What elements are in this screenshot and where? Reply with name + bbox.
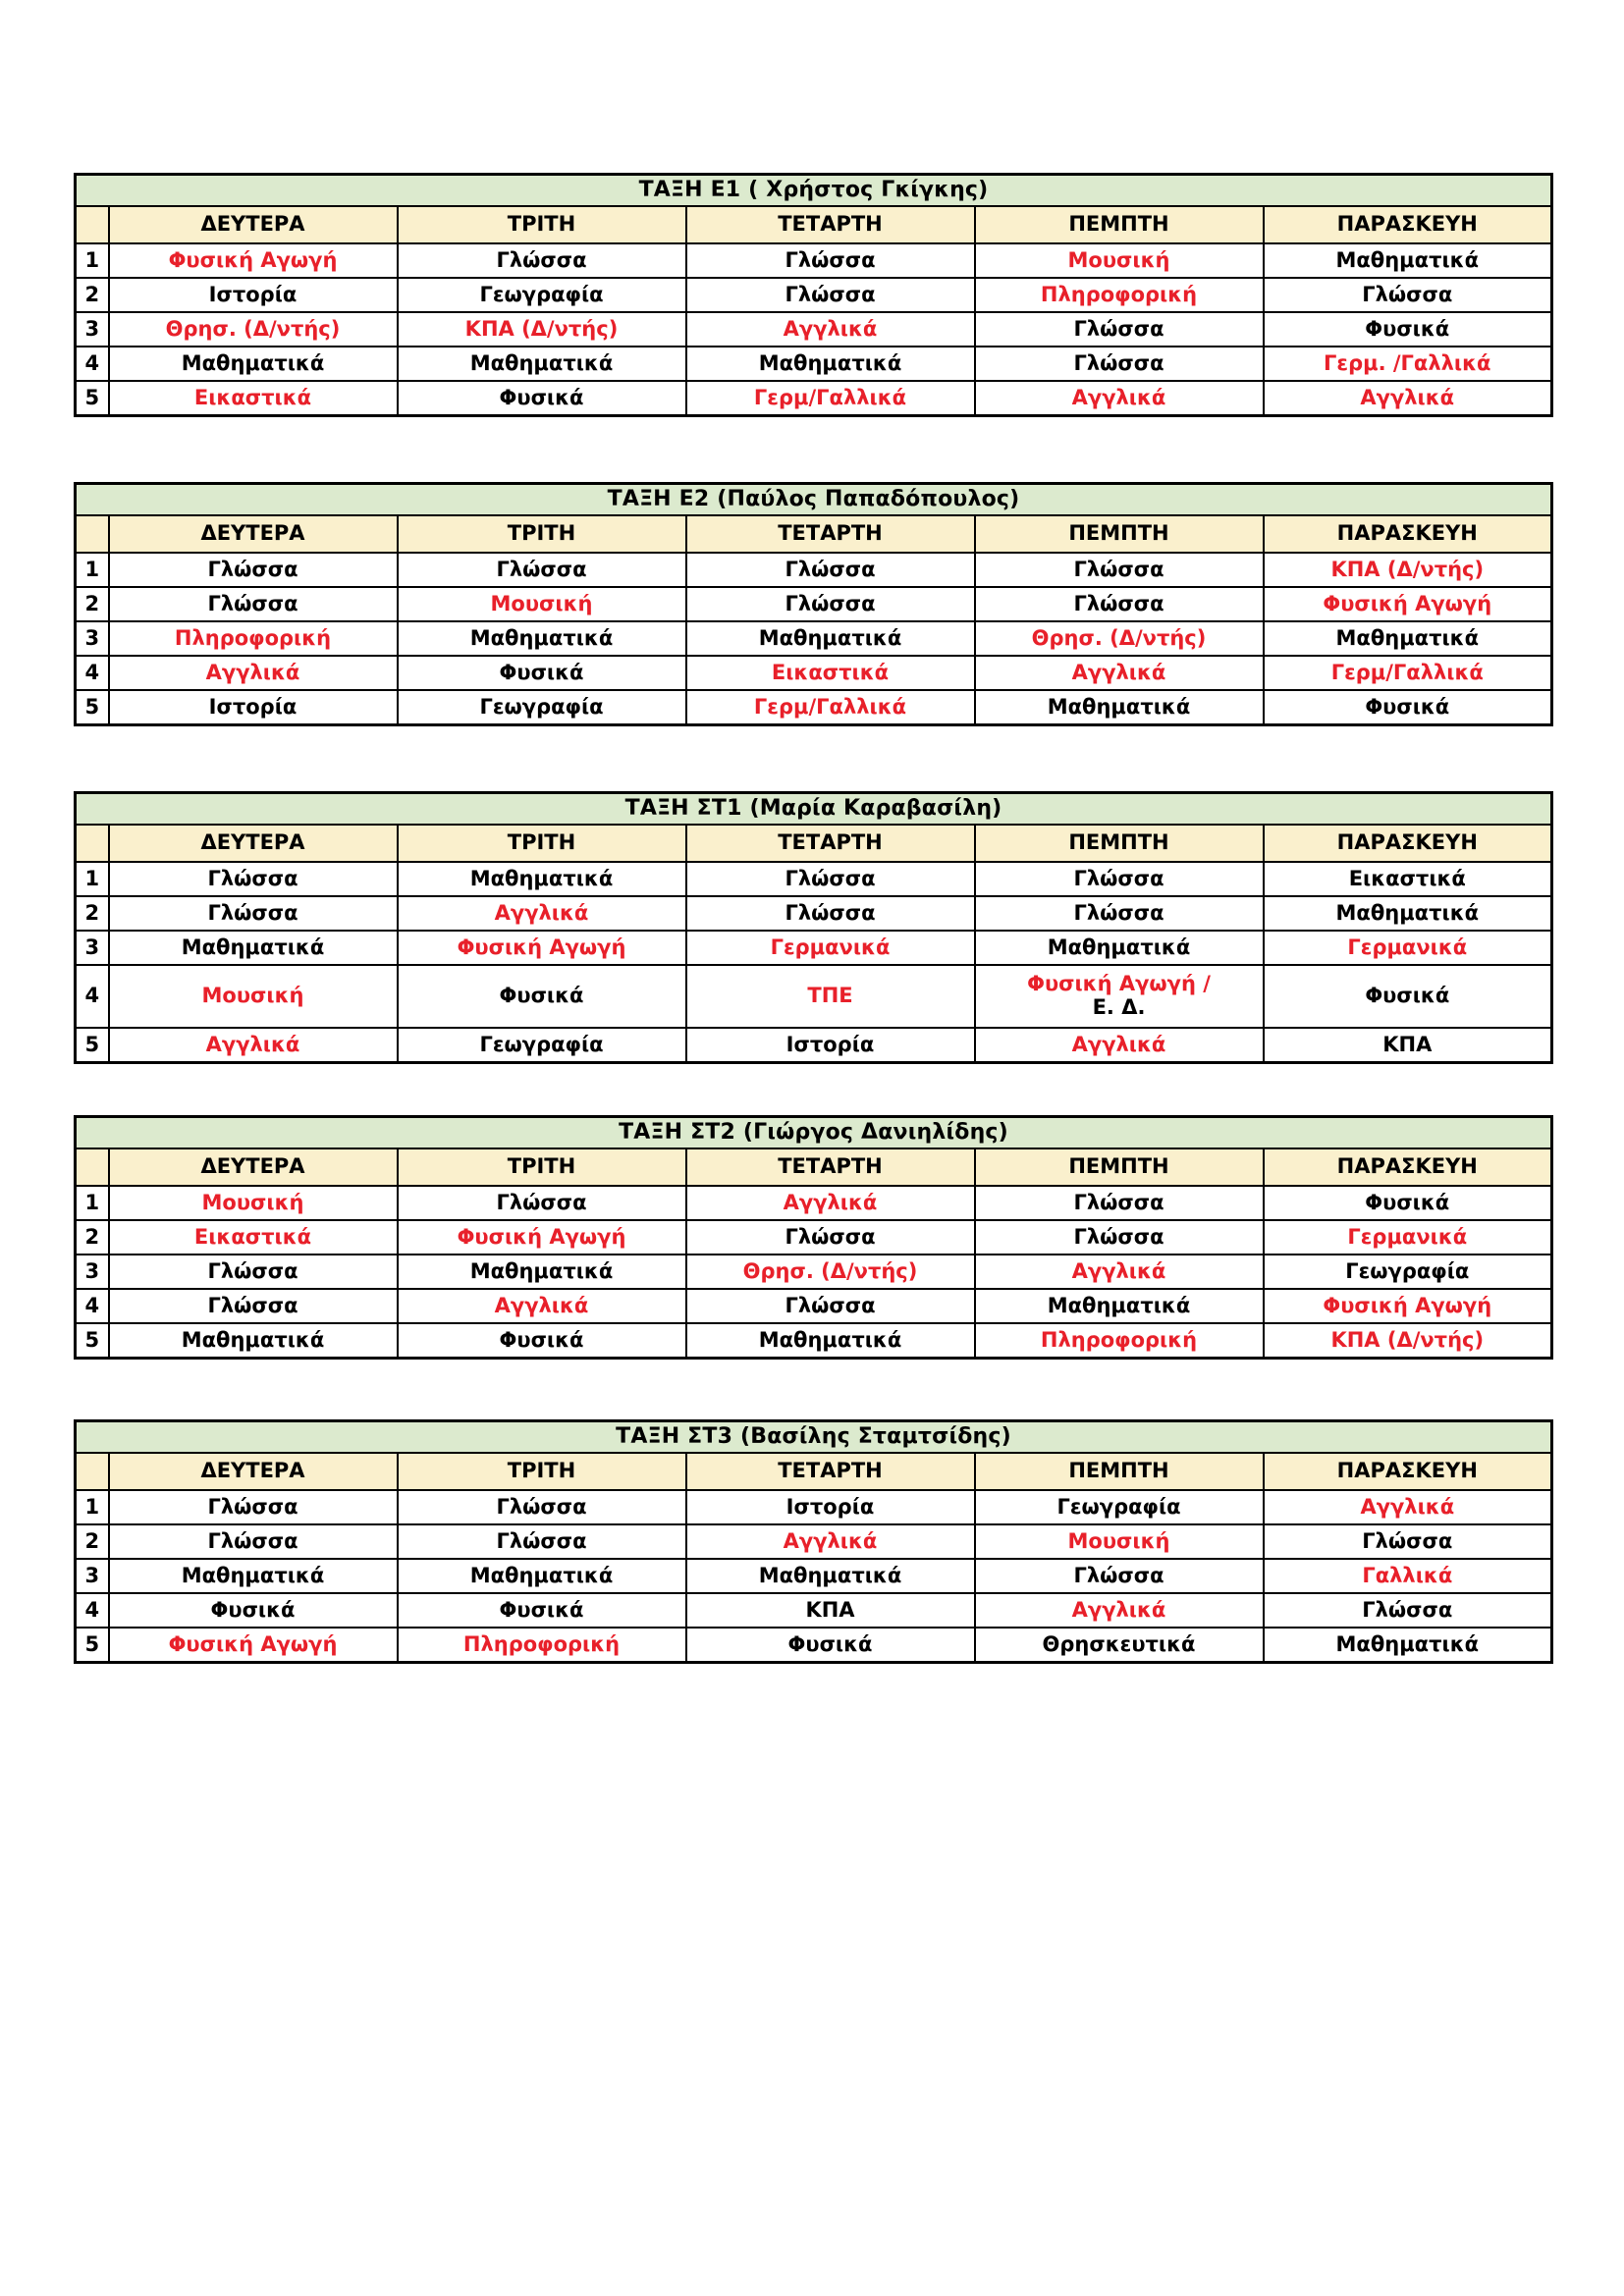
- lesson-cell: Γλώσσα: [1264, 1593, 1552, 1628]
- lesson-cell: Γλώσσα: [109, 896, 398, 931]
- timetable-e2: [74, 482, 1553, 726]
- timetable-row: [76, 1186, 1552, 1220]
- lesson-cell: Θρησ. (Δ/ντής): [975, 621, 1264, 656]
- lesson-cell: Αγγλικά: [686, 1524, 975, 1559]
- timetable-row: [76, 1220, 1552, 1255]
- lesson-cell: Γλώσσα: [686, 278, 975, 312]
- lesson-cell: Θρησ. (Δ/ντής): [109, 312, 398, 347]
- timetable-e1: [74, 173, 1553, 417]
- lesson-cell: Θρησκευτικά: [975, 1628, 1264, 1663]
- lesson-cell: Αγγλικά: [686, 1186, 975, 1220]
- lesson-cell: Γερμανικά: [1264, 1220, 1552, 1255]
- lesson-cell: Γερμ. /Γαλλικά: [1264, 347, 1552, 381]
- lesson-cell: Φυσικά: [398, 965, 686, 1028]
- period-column-header: [76, 825, 109, 862]
- timetable-row: [76, 1593, 1552, 1628]
- day-header-3: ΤΕΤΑΡΤΗ: [686, 515, 975, 553]
- lesson-text-line1: Φυσική Αγωγή /: [1027, 972, 1211, 996]
- lesson-cell: Μαθηματικά: [109, 931, 398, 965]
- period-column-header: [76, 1148, 109, 1186]
- lesson-cell: Αγγλικά: [975, 1255, 1264, 1289]
- day-header-2: ΤΡΙΤΗ: [398, 1148, 686, 1186]
- day-header-row: [76, 825, 1552, 862]
- day-header-1: ΔΕΥΤΕΡΑ: [109, 515, 398, 553]
- period-number: 2: [76, 1524, 109, 1559]
- timetable-row: [76, 1559, 1552, 1593]
- timetable-title: ΤΑΞΗ ΣΤ1 (Μαρία Καραβασίλη): [76, 793, 1552, 826]
- lesson-cell: Μαθηματικά: [686, 1323, 975, 1359]
- day-header-4: ΠΕΜΠΤΗ: [975, 1148, 1264, 1186]
- timetable-row: [76, 553, 1552, 587]
- lesson-cell: Γεωγραφία: [398, 278, 686, 312]
- lesson-cell: Φυσικά: [1264, 965, 1552, 1028]
- lesson-cell: Μαθηματικά: [686, 621, 975, 656]
- lesson-cell: Φυσική Αγωγή: [109, 1628, 398, 1663]
- lesson-cell: Μαθηματικά: [398, 347, 686, 381]
- timetable-title-row: [76, 484, 1552, 516]
- lesson-cell: ΚΠΑ: [686, 1593, 975, 1628]
- period-number: 4: [76, 1593, 109, 1628]
- lesson-cell: Γλώσσα: [686, 1289, 975, 1323]
- lesson-cell: Φυσική Αγωγή: [398, 1220, 686, 1255]
- lesson-cell: Γλώσσα: [975, 1186, 1264, 1220]
- lesson-cell: Γλώσσα: [398, 1490, 686, 1524]
- day-header-row: [76, 515, 1552, 553]
- day-header-2: ΤΡΙΤΗ: [398, 515, 686, 553]
- lesson-cell: Αγγλικά: [975, 1593, 1264, 1628]
- lesson-cell: Γεωγραφία: [1264, 1255, 1552, 1289]
- lesson-cell: Φυσικά: [1264, 690, 1552, 725]
- lesson-cell: Γλώσσα: [109, 587, 398, 621]
- lesson-cell: Μαθηματικά: [109, 1559, 398, 1593]
- lesson-cell: Πληροφορική: [109, 621, 398, 656]
- day-header-1: ΔΕΥΤΕΡΑ: [109, 1148, 398, 1186]
- lesson-cell: Αγγλικά: [109, 1028, 398, 1063]
- lesson-cell: Αγγλικά: [398, 1289, 686, 1323]
- period-number: 1: [76, 243, 109, 278]
- lesson-cell: ΚΠΑ (Δ/ντής): [398, 312, 686, 347]
- lesson-cell: Αγγλικά: [975, 656, 1264, 690]
- lesson-cell: ΤΠΕ: [686, 965, 975, 1028]
- lesson-cell: Γεωγραφία: [398, 1028, 686, 1063]
- day-header-2: ΤΡΙΤΗ: [398, 1453, 686, 1490]
- timetable-row: [76, 278, 1552, 312]
- timetable-st1: [74, 791, 1553, 1064]
- day-header-row: [76, 1148, 1552, 1186]
- lesson-cell: Μαθηματικά: [975, 690, 1264, 725]
- timetable-row: [76, 656, 1552, 690]
- lesson-cell: Γλώσσα: [975, 553, 1264, 587]
- lesson-cell: Φυσική Αγωγή: [1264, 1289, 1552, 1323]
- period-number: 4: [76, 965, 109, 1028]
- lesson-cell: Γεωγραφία: [398, 690, 686, 725]
- day-header-4: ΠΕΜΠΤΗ: [975, 825, 1264, 862]
- lesson-cell: Φυσική Αγωγή: [1264, 587, 1552, 621]
- day-header-2: ΤΡΙΤΗ: [398, 206, 686, 243]
- lesson-cell: Ιστορία: [686, 1028, 975, 1063]
- period-number: 1: [76, 553, 109, 587]
- timetable-row: [76, 1323, 1552, 1359]
- day-header-2: ΤΡΙΤΗ: [398, 825, 686, 862]
- lesson-cell: Μαθηματικά: [398, 1255, 686, 1289]
- period-number: 3: [76, 312, 109, 347]
- lesson-cell: Γλώσσα: [398, 1186, 686, 1220]
- lesson-cell: Γλώσσα: [686, 862, 975, 896]
- timetable-title: ΤΑΞΗ ΣΤ3 (Βασίλης Σταμτσίδης): [76, 1421, 1552, 1454]
- lesson-cell: Γλώσσα: [975, 347, 1264, 381]
- period-number: 2: [76, 587, 109, 621]
- lesson-cell: Εικαστικά: [109, 381, 398, 416]
- lesson-cell: Εικαστικά: [109, 1220, 398, 1255]
- period-number: 5: [76, 1028, 109, 1063]
- period-number: 4: [76, 656, 109, 690]
- timetable-title-row: [76, 793, 1552, 826]
- day-header-3: ΤΕΤΑΡΤΗ: [686, 206, 975, 243]
- timetable-row: [76, 243, 1552, 278]
- period-column-header: [76, 515, 109, 553]
- period-number: 1: [76, 862, 109, 896]
- lesson-cell: Μαθηματικά: [109, 1323, 398, 1359]
- lesson-cell: Γερμανικά: [686, 931, 975, 965]
- period-column-header: [76, 206, 109, 243]
- period-number: 3: [76, 1255, 109, 1289]
- period-number: 3: [76, 931, 109, 965]
- lesson-cell: Φυσική Αγωγή: [109, 243, 398, 278]
- lesson-cell: Αγγλικά: [1264, 1490, 1552, 1524]
- lesson-cell: ΚΠΑ (Δ/ντής): [1264, 1323, 1552, 1359]
- lesson-cell: Γλώσσα: [109, 553, 398, 587]
- lesson-cell: Γλώσσα: [686, 587, 975, 621]
- lesson-cell: Εικαστικά: [1264, 862, 1552, 896]
- period-number: 5: [76, 381, 109, 416]
- lesson-cell: Γλώσσα: [109, 862, 398, 896]
- lesson-cell: Φυσικά: [686, 1628, 975, 1663]
- lesson-cell: Φυσικά: [398, 1323, 686, 1359]
- lesson-cell: Θρησ. (Δ/ντής): [686, 1255, 975, 1289]
- timetable-row: [76, 312, 1552, 347]
- lesson-cell: Γλώσσα: [109, 1524, 398, 1559]
- lesson-cell: Φυσικά: [109, 1593, 398, 1628]
- timetable-row: [76, 1028, 1552, 1063]
- timetable-title-row: [76, 175, 1552, 207]
- day-header-5: ΠΑΡΑΣΚΕΥΗ: [1264, 825, 1552, 862]
- lesson-cell: Πληροφορική: [975, 1323, 1264, 1359]
- period-number: 2: [76, 1220, 109, 1255]
- lesson-cell: Μαθηματικά: [975, 931, 1264, 965]
- day-header-row: [76, 1453, 1552, 1490]
- lesson-cell: Γλώσσα: [109, 1289, 398, 1323]
- timetable-row: [76, 1289, 1552, 1323]
- lesson-cell: Ιστορία: [686, 1490, 975, 1524]
- lesson-cell: Γλώσσα: [975, 1559, 1264, 1593]
- lesson-cell: Ιστορία: [109, 690, 398, 725]
- lesson-cell: Αγγλικά: [109, 656, 398, 690]
- day-header-3: ΤΕΤΑΡΤΗ: [686, 825, 975, 862]
- lesson-cell: Γλώσσα: [398, 243, 686, 278]
- lesson-cell: [975, 965, 1264, 1028]
- period-number: 2: [76, 278, 109, 312]
- lesson-cell: Μαθηματικά: [686, 347, 975, 381]
- timetable-title-row: [76, 1117, 1552, 1149]
- lesson-cell: Μαθηματικά: [398, 862, 686, 896]
- timetable-row: [76, 1490, 1552, 1524]
- lesson-cell: Μαθηματικά: [1264, 1628, 1552, 1663]
- lesson-cell: Αγγλικά: [398, 896, 686, 931]
- lesson-cell: Μαθηματικά: [975, 1289, 1264, 1323]
- period-number: 2: [76, 896, 109, 931]
- day-header-3: ΤΕΤΑΡΤΗ: [686, 1148, 975, 1186]
- lesson-cell: Μαθηματικά: [1264, 896, 1552, 931]
- lesson-cell: Γλώσσα: [1264, 278, 1552, 312]
- lesson-cell: Γερμ/Γαλλικά: [1264, 656, 1552, 690]
- lesson-cell: Γλώσσα: [398, 553, 686, 587]
- period-number: 5: [76, 690, 109, 725]
- lesson-cell: Πληροφορική: [975, 278, 1264, 312]
- timetable-row: [76, 862, 1552, 896]
- lesson-cell: Αγγλικά: [975, 1028, 1264, 1063]
- timetable-row: [76, 965, 1552, 1028]
- lesson-cell: Μαθηματικά: [398, 621, 686, 656]
- lesson-cell: Γλώσσα: [109, 1255, 398, 1289]
- period-number: 4: [76, 347, 109, 381]
- day-header-5: ΠΑΡΑΣΚΕΥΗ: [1264, 515, 1552, 553]
- timetable-row: [76, 1628, 1552, 1663]
- lesson-cell: ΚΠΑ (Δ/ντής): [1264, 553, 1552, 587]
- day-header-5: ΠΑΡΑΣΚΕΥΗ: [1264, 206, 1552, 243]
- period-number: 3: [76, 621, 109, 656]
- lesson-cell: Γερμ/Γαλλικά: [686, 381, 975, 416]
- timetable-row: [76, 931, 1552, 965]
- lesson-cell: Γλώσσα: [686, 1220, 975, 1255]
- lesson-cell: Φυσική Αγωγή: [398, 931, 686, 965]
- lesson-cell: Ιστορία: [109, 278, 398, 312]
- lesson-cell: Εικαστικά: [686, 656, 975, 690]
- day-header-4: ΠΕΜΠΤΗ: [975, 515, 1264, 553]
- day-header-4: ΠΕΜΠΤΗ: [975, 206, 1264, 243]
- lesson-cell: Μαθηματικά: [686, 1559, 975, 1593]
- lesson-cell: Μαθηματικά: [1264, 621, 1552, 656]
- lesson-cell: Γλώσσα: [686, 243, 975, 278]
- lesson-cell: Μαθηματικά: [109, 347, 398, 381]
- lesson-cell: Γερμ/Γαλλικά: [686, 690, 975, 725]
- timetable-row: [76, 587, 1552, 621]
- lesson-cell: Γαλλικά: [1264, 1559, 1552, 1593]
- day-header-1: ΔΕΥΤΕΡΑ: [109, 1453, 398, 1490]
- lesson-cell: Αγγλικά: [975, 381, 1264, 416]
- lesson-cell: Μουσική: [109, 965, 398, 1028]
- lesson-cell: Γεωγραφία: [975, 1490, 1264, 1524]
- lesson-cell: Γλώσσα: [1264, 1524, 1552, 1559]
- timetable-row: [76, 347, 1552, 381]
- timetable-title-row: [76, 1421, 1552, 1454]
- period-number: 1: [76, 1490, 109, 1524]
- lesson-cell: Γλώσσα: [975, 862, 1264, 896]
- lesson-cell: Φυσικά: [1264, 1186, 1552, 1220]
- lesson-cell: Φυσικά: [398, 1593, 686, 1628]
- lesson-cell: Φυσικά: [398, 381, 686, 416]
- timetable-st2: [74, 1115, 1553, 1360]
- timetable-row: [76, 690, 1552, 725]
- lesson-cell: Γλώσσα: [975, 312, 1264, 347]
- period-number: 3: [76, 1559, 109, 1593]
- lesson-cell: Μουσική: [975, 1524, 1264, 1559]
- lesson-cell: Γλώσσα: [686, 553, 975, 587]
- day-header-4: ΠΕΜΠΤΗ: [975, 1453, 1264, 1490]
- day-header-1: ΔΕΥΤΕΡΑ: [109, 825, 398, 862]
- period-number: 1: [76, 1186, 109, 1220]
- lesson-cell: Μουσική: [398, 587, 686, 621]
- lesson-cell: Γλώσσα: [975, 1220, 1264, 1255]
- timetable-title: ΤΑΞΗ Ε1 ( Χρήστος Γκίγκης): [76, 175, 1552, 207]
- timetable-st3: [74, 1419, 1553, 1664]
- lesson-cell: Μαθηματικά: [398, 1559, 686, 1593]
- period-number: 5: [76, 1628, 109, 1663]
- period-column-header: [76, 1453, 109, 1490]
- lesson-cell: Γλώσσα: [975, 587, 1264, 621]
- lesson-cell: Πληροφορική: [398, 1628, 686, 1663]
- lesson-cell: Μουσική: [975, 243, 1264, 278]
- lesson-cell: Γλώσσα: [686, 896, 975, 931]
- timetable-row: [76, 896, 1552, 931]
- lesson-text-line2: Ε. Δ.: [1092, 995, 1146, 1019]
- timetable-row: [76, 621, 1552, 656]
- lesson-cell: Μουσική: [109, 1186, 398, 1220]
- timetable-row: [76, 381, 1552, 416]
- lesson-cell: Γερμανικά: [1264, 931, 1552, 965]
- lesson-cell: Μαθηματικά: [1264, 243, 1552, 278]
- timetable-title: ΤΑΞΗ ΣΤ2 (Γιώργος Δανιηλίδης): [76, 1117, 1552, 1149]
- timetable-title: ΤΑΞΗ Ε2 (Παύλος Παπαδόπουλος): [76, 484, 1552, 516]
- lesson-cell: Γλώσσα: [975, 896, 1264, 931]
- period-number: 4: [76, 1289, 109, 1323]
- lesson-cell: Φυσικά: [398, 656, 686, 690]
- period-number: 5: [76, 1323, 109, 1359]
- lesson-cell: Γλώσσα: [398, 1524, 686, 1559]
- day-header-5: ΠΑΡΑΣΚΕΥΗ: [1264, 1148, 1552, 1186]
- lesson-cell: Φυσικά: [1264, 312, 1552, 347]
- lesson-cell: Γλώσσα: [109, 1490, 398, 1524]
- day-header-3: ΤΕΤΑΡΤΗ: [686, 1453, 975, 1490]
- lesson-cell: ΚΠΑ: [1264, 1028, 1552, 1063]
- day-header-1: ΔΕΥΤΕΡΑ: [109, 206, 398, 243]
- timetable-row: [76, 1255, 1552, 1289]
- day-header-row: [76, 206, 1552, 243]
- lesson-cell: Αγγλικά: [1264, 381, 1552, 416]
- timetable-row: [76, 1524, 1552, 1559]
- day-header-5: ΠΑΡΑΣΚΕΥΗ: [1264, 1453, 1552, 1490]
- lesson-cell: Αγγλικά: [686, 312, 975, 347]
